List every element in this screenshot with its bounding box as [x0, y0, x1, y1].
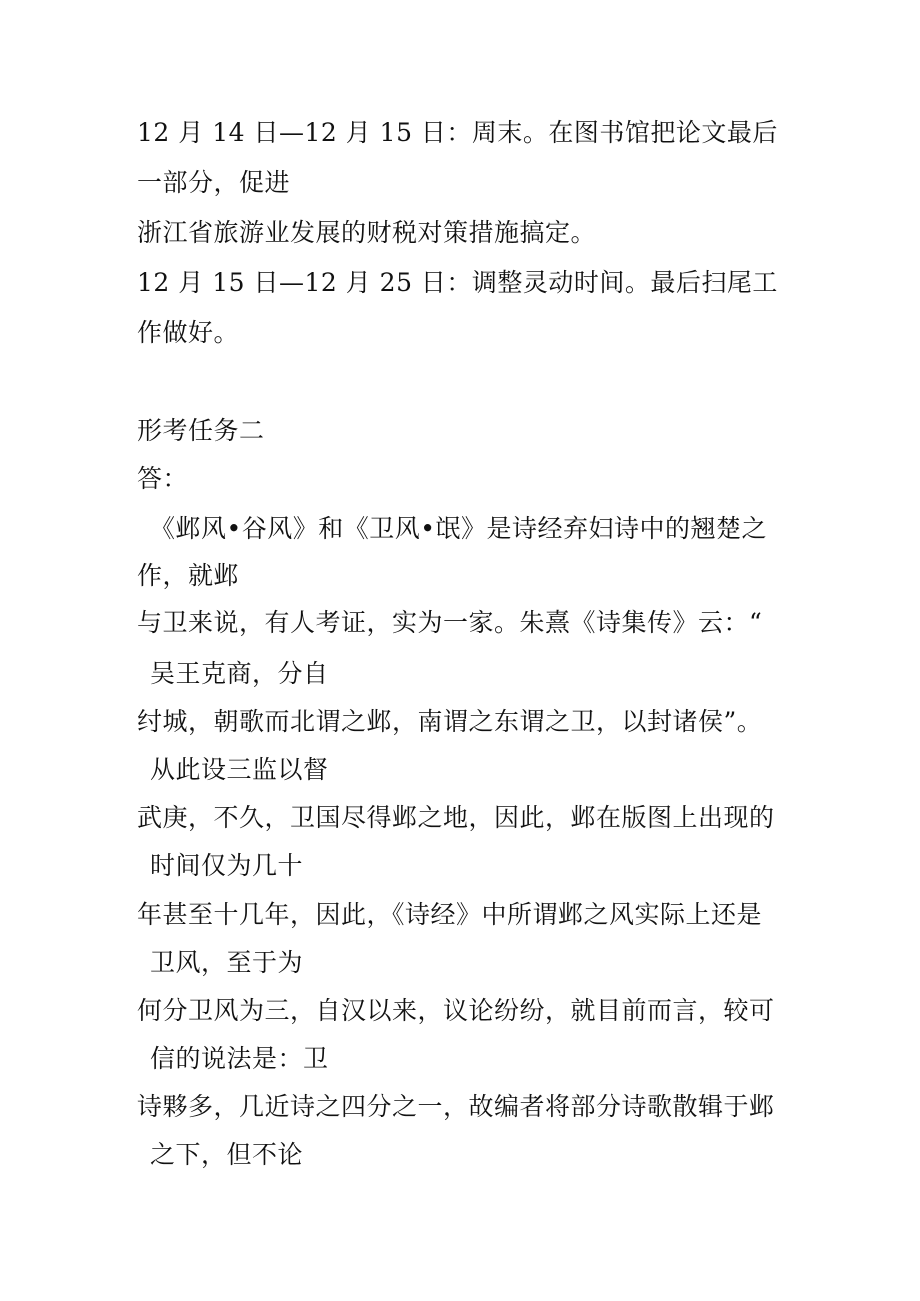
paragraph-line: 诗夥多，几近诗之四分之一，故编者将部分诗歌散辑于邺: [137, 1092, 775, 1121]
schedule-line-3: 浙江省旅游业发展的财税对策措施搞定。: [137, 218, 597, 247]
schedule-line-5: 作做好。: [137, 318, 240, 347]
schedule-line-1: 12 月 14 日—12 月 15 日：周末。在图书馆把论文最后: [137, 118, 778, 147]
paragraph-line: 时间仅为几十: [150, 851, 304, 880]
paragraph-line: 武庚，不久，卫国尽得邺之地，因此，邺在版图上出现的: [137, 803, 775, 832]
schedule-line-4: 12 月 15 日—12 月 25 日：调整灵动时间。最后扫尾工: [137, 268, 778, 297]
paragraph-line: 从此设三监以督: [150, 755, 329, 784]
schedule-line-2: 一部分，促进: [137, 168, 291, 197]
paragraph-line: 《邺风•谷风》和《卫风•氓》是诗经弃妇诗中的翘楚之: [150, 514, 767, 543]
paragraph-line: 之下，但不论: [150, 1140, 304, 1169]
paragraph-line: 作，就邺: [137, 561, 240, 590]
paragraph-line: 何分卫风为三，自汉以来，议论纷纷，就目前而言，较可: [137, 996, 775, 1025]
paragraph-line: 与卫来说，有人考证，实为一家。朱熹《诗集传》云：“: [137, 608, 763, 637]
paragraph-line: 吴王克商，分自: [150, 659, 329, 688]
answer-label: 答：: [137, 464, 189, 493]
paragraph-line: 信的说法是：卫: [150, 1044, 329, 1073]
paragraph-line: 年甚至十几年，因此，《诗经》中所谓邺之风实际上还是: [137, 900, 763, 929]
paragraph-line: 纣城，朝歌而北谓之邺，南谓之东谓之卫，以封诸侯”。: [137, 707, 763, 736]
paragraph-line: 卫风，至于为: [150, 948, 304, 977]
section-heading: 形考任务二: [137, 416, 265, 445]
